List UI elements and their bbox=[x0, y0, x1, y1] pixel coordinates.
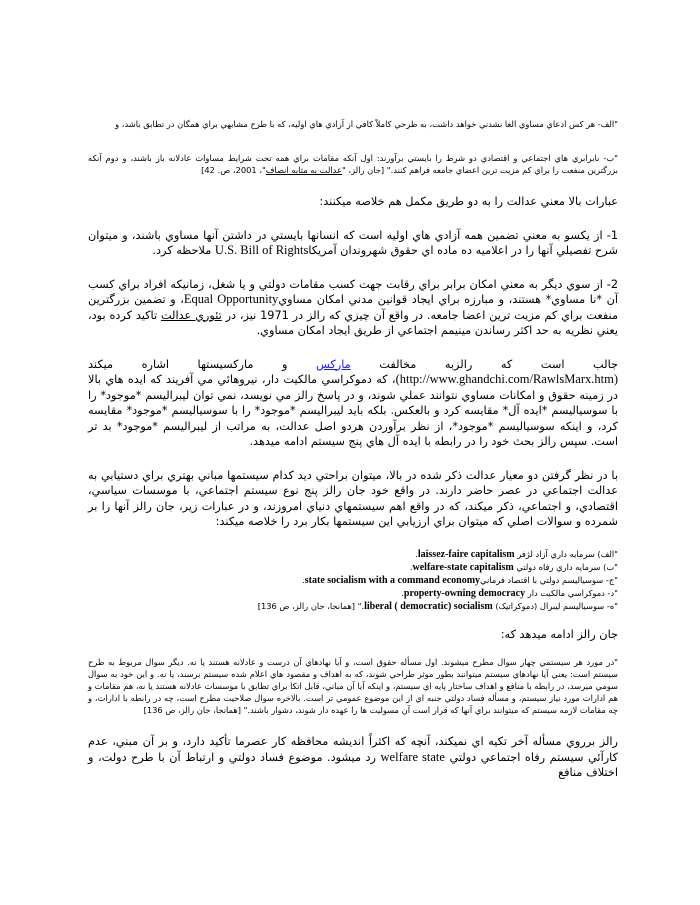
point-2-text-middle: ، و تضمين بزرگترين منفعت براي کم مزيت ترين اعضا جامعه. در واقع آن چيزي که رالز در 1971 نيز، در bbox=[88, 293, 618, 322]
spacer bbox=[88, 450, 618, 468]
spacer bbox=[88, 530, 618, 548]
point-2-english: Equal Opportunity bbox=[183, 292, 279, 306]
item-persian: "د- دموکراسي مالکيت دار bbox=[525, 587, 618, 598]
systems-list-item bbox=[88, 548, 618, 561]
item-english: state socialism with a command economy bbox=[304, 574, 481, 586]
spacer bbox=[88, 176, 618, 194]
spacer bbox=[88, 130, 618, 152]
marx-url: (http://www.ghandchi.com/RawlsMarx.htm) bbox=[395, 372, 618, 386]
item-persian: "ج- سوسياليسم دولتي با اقتصاد فرماني bbox=[480, 574, 618, 585]
final-text-after: رد ميشود. موضوع فساد دولتي و ارتباط آن با طرح دولت، و اختلاف منافع bbox=[88, 750, 618, 779]
item-persian: "الف) سرمايه داري آزاد لژفر bbox=[514, 548, 618, 559]
point-1 bbox=[88, 228, 618, 259]
spacer bbox=[88, 613, 618, 627]
item-persian: "ه- سوسياليسم ليبرال (دموکراتيک) bbox=[492, 600, 618, 611]
quote-2-text-before: "ب- نابرابري هاي اجتماعي و اقتصادي دو شرط را بايستي برآورند: اول آنکه مقامات براي همه تحت شرايط مساوات عادلانه باز باشند، و دوم آنکه بزرگترين منفعت را براي کم مزيت ترين اعضاي جامعه فراهم کنند." [جان رالز، " bbox=[88, 153, 618, 175]
point-1-text-before: 1- از يکسو به معني تضمين همه آزادي هاي اوليه است که انسانها بايستي در داشتن آنها مساوي باشند، و ميتوان شرح تفصيلي آنها را در اعلاميه ده ماده اي حقوق شهروندان آمريکا bbox=[88, 228, 618, 257]
marx-paragraph bbox=[88, 357, 618, 450]
systems-list-item bbox=[88, 574, 618, 587]
summary-intro: عبارات بالا معني عدالت را به دو طريق مکمل هم خلاصه ميکنند: bbox=[319, 195, 618, 208]
spacer bbox=[88, 716, 618, 734]
quote-2-text-after: "، 2001، ص. 42] bbox=[201, 165, 266, 175]
spacer bbox=[88, 259, 618, 277]
quote-1 bbox=[88, 118, 618, 130]
final-text-before: رالز برروي مسأله آخر تکيه اي نميکند، آنچه که اکثراً انديشه محافظه کار عصرما تأکيد دارد، و بر آن مبني، عدم کارآئي سيستم رفاه اجتماعي دولتي bbox=[88, 735, 618, 764]
item-tail: . bbox=[409, 561, 413, 572]
item-tail: . bbox=[401, 587, 404, 598]
marx-text-after: ، که دموکراسي مالکيت دار، نيروهائي مي آفريند که ايده هاي بالا در زمينه حقوق و امکانات مساوي نتوانند عملي شوند، و در پاسخ رالز مي نويسد، نمي توان ليبراليسم *موجود* را با سوسياليسم *ايده آل* مقايسه کرد و بالعکس. بلکه بايد ليبراليسم *موجود* را با سوسياليسم *موجود* مقايسه کرد، و اينکه سوسياليسم *موجود*، از نظر برآوردن هردو اصل عدالت، به مراتب از ليبراليسم *موجود* بد تر است. سپس رالز بحث خود را در رابطه با ايده آل هاي پنج سيستم ادامه ميدهد. bbox=[88, 373, 618, 448]
systems-paragraph: با در نظر گرفتن دو معيار عدالت ذکر شده در بالا، ميتوان براحتي ديد کدام سيستمها مباني بهتري براي دستيابي به عدالت اجتماعي در عصر حاضر دارند. در واقع خود جان رالز پنج نوع سيستم اجتماعي، با موسسات سياسي، اقتصادي، و اجتماعي، ذکر ميکند، که در واقع اهم سيستمهاي دنياي امروزند، و در عبارات زير، جان رالز آنها را بر شمرده و سوالات اصلي که ميتوان براي ارزيابي اين سيستمها بکار برد را خلاصه ميکند: bbox=[88, 468, 618, 528]
quote-3: "در مورد هر سيستمي چهار سوال مطرح ميشوند. اول مسأله حقوق است، و آيا نهادهاي آن درست و عادلانه هستند يا نه. ديگر سوال مربوط به طرح سيستم است: يعني آيا نهادهاي سيستم ميتوانند بطور موثر طراحي شوند، که به اهداف و مقصود هاي اعلام شده سيستم برسند، يا نه. و اين خود به سوال سومي ميرسد، در رابطه با منافع و اهداف ساختار پايه اي سيستم، و اينکه آيا آن مباني، قابل اتکا براي تطابق با موسسات عادلانه هستند يا نه، هم مقامات و هم ادارات مورد نياز سيستم، و مسأله فساد دولتي جنبه اي از اين موضوع عمومي تر است. بالاخره سوال صلاحيت مطرح است، چه در رابطه با ادارات، و چه مقامات لازمه سيستم که ميتوانند براي آنها که قرار است آن مسوليت ها را عهده دار شوند، دشوار باشند." [همانجا، جان رالز، ص 136] bbox=[88, 657, 618, 715]
book-title: عدالت به مثابه انصاف bbox=[265, 165, 342, 175]
item-english: property-owning democracy bbox=[403, 587, 526, 599]
item-english: laissez-faire capitalism bbox=[417, 548, 515, 560]
systems-list bbox=[88, 548, 618, 613]
marx-text-before: جالب است که رالزبه مخالفت bbox=[350, 357, 618, 371]
item-tail: ." [همانجا، جان رالز، ص 136] bbox=[257, 600, 365, 611]
systems-list-item bbox=[88, 587, 618, 600]
spacer bbox=[88, 210, 618, 228]
spacer bbox=[88, 642, 618, 656]
point-1-text-after: ملاحظه کرد. bbox=[152, 244, 215, 257]
rawls-continues: جان رالز ادامه ميدهد که: bbox=[500, 627, 618, 641]
final-english: welfare state bbox=[380, 749, 445, 764]
point-1-english: U.S. Bill of Rights bbox=[214, 243, 309, 257]
point-2-text-before: 2- از سوي ديگر به معني امکان برابر براي رقابت جهت کسب مقامات دولتي و يا شغل، زمانيکه افراد براي کسب آن *نا مساوي* هستند، و مبارزه براي ايجاد قوانين مدني امکان مساوي bbox=[88, 277, 619, 306]
item-english: welfare-state capitalism bbox=[412, 561, 514, 573]
final-paragraph bbox=[88, 734, 618, 781]
marx-link[interactable]: مارکس bbox=[316, 357, 351, 371]
spacer bbox=[88, 339, 618, 357]
item-english: liberal ( democratic) socialism bbox=[364, 600, 493, 612]
systems-list-item bbox=[88, 561, 618, 574]
point-2 bbox=[88, 277, 618, 339]
item-tail: . bbox=[302, 574, 305, 585]
theory-of-justice-link[interactable]: تئوري عدالت bbox=[160, 308, 222, 322]
quote-1-text: "الف- هر کس ادعاي مساوي الغا نشدني خواهد داشت، به طرحي کاملاً کافي از آزادي هاي اوليه، که با طرح مشابهي براي همگان در تطابق باشد، و bbox=[115, 119, 618, 129]
systems-list-item bbox=[88, 600, 618, 613]
item-persian: "ب) سرمايه داري رفاه دولتي bbox=[513, 561, 618, 572]
marx-text-middle: و مارکسيستها اشاره ميکند bbox=[88, 357, 316, 371]
item-tail: . bbox=[415, 548, 418, 559]
document-page bbox=[88, 118, 618, 781]
quote-2 bbox=[88, 152, 618, 176]
point-2-text-after: تاکيد کرده بود، يعني نظريه به حد اکثر رساندن مينيمم اجتماعي از طريق ايجاد امکان مساوي. bbox=[88, 308, 618, 337]
